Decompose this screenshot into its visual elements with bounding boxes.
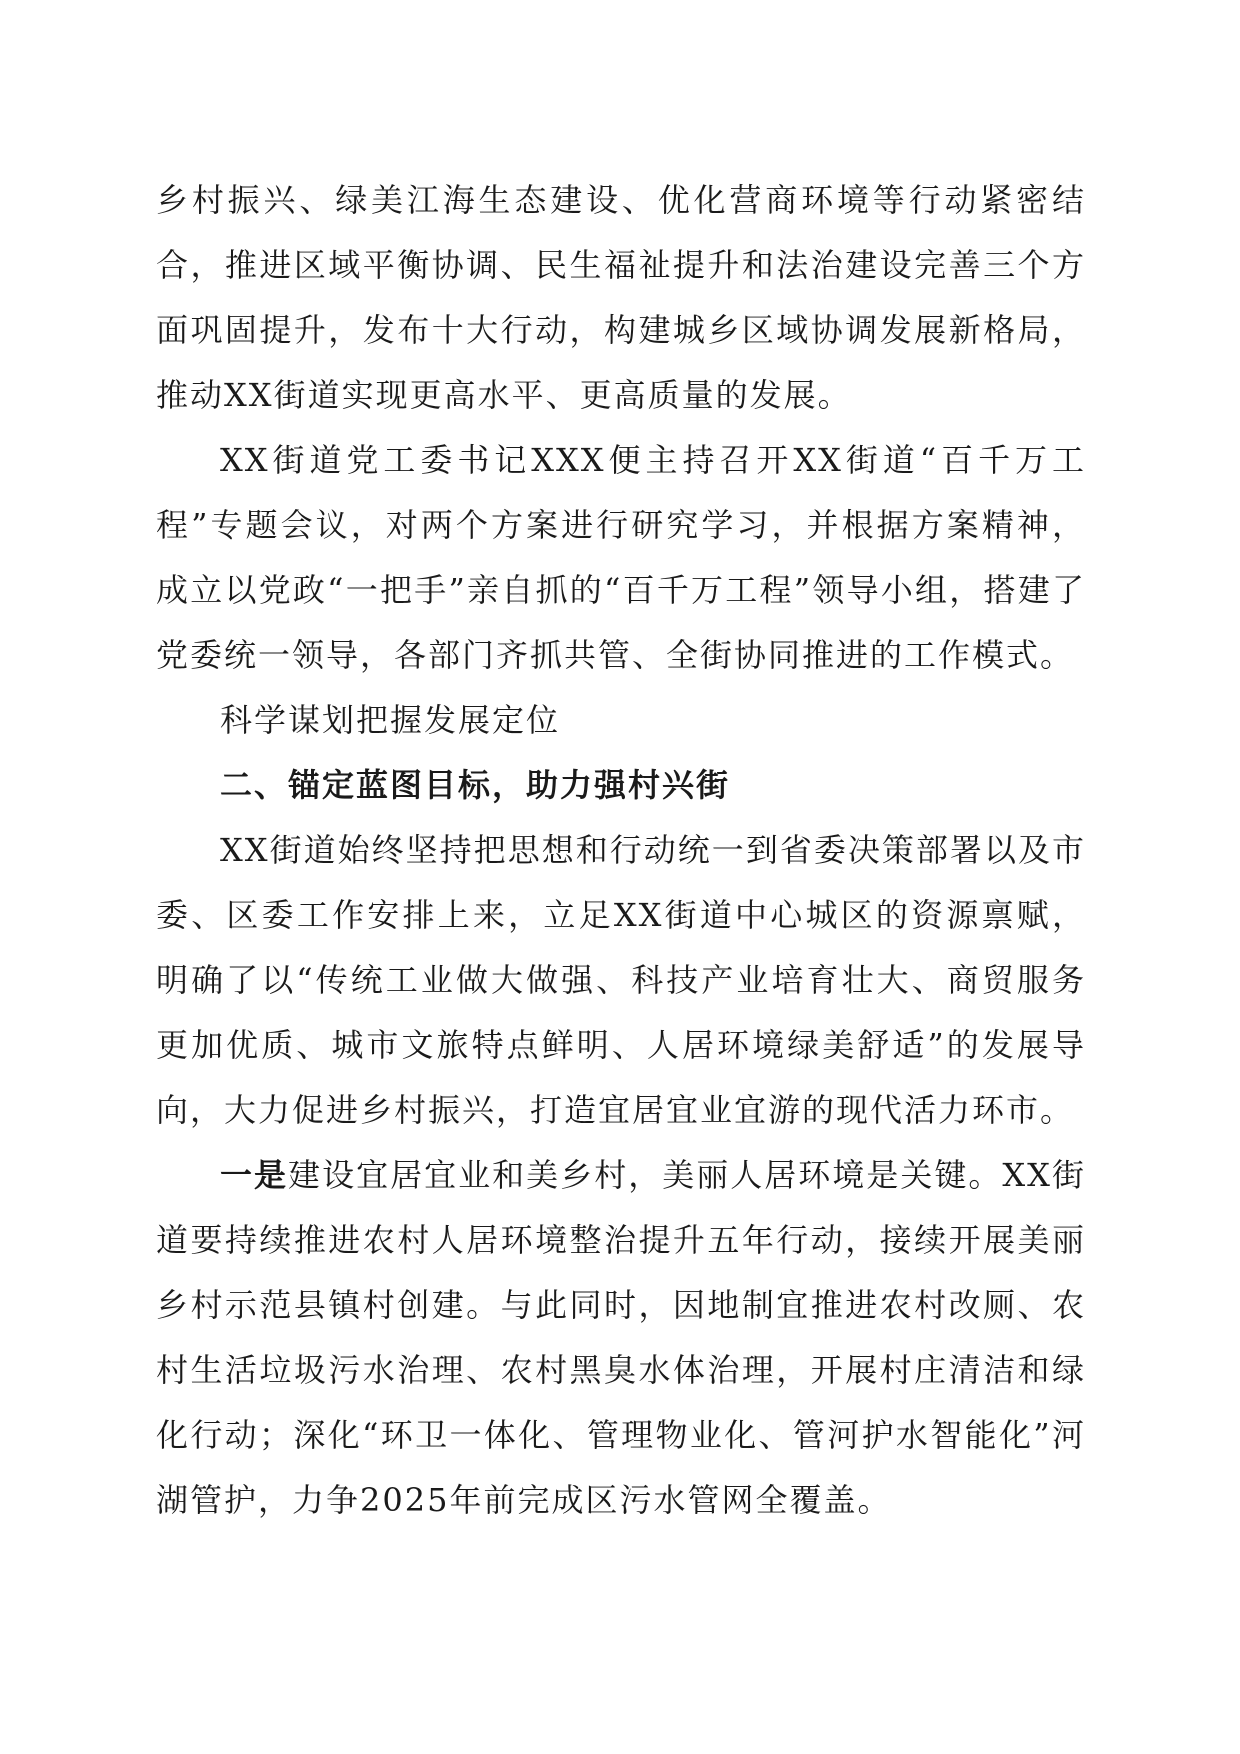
- paragraph-intro-continuation: 乡村振兴、绿美江海生态建设、优化营商环境等行动紧密结合，推进区域平衡协调、民生福祉提升和法治建设完善三个方面巩固提升，发布十大行动，构建城乡区域协调发展新格局，推动XX街道实现更高水平、更高质量的发展。: [156, 181, 1086, 414]
- document-body: [156, 168, 1086, 1533]
- paragraph-leading-group: XX街道党工委书记XXX便主持召开XX街道“百千万工程”专题会议，对两个方案进行研究学习，并根据方案精神，成立以党政“一把手”亲自抓的“百千万工程”领导小组，搭建了党委统一领导，各部门齐抓共管、全街协同推进的工作模式。: [156, 441, 1086, 674]
- point-one-text: 建设宜居宜业和美乡村，美丽人居环境是关键。XX街道要持续推进农村人居环境整治提升五年行动，接续开展美丽乡村示范县镇村创建。与此同时，因地制宜推进农村改厕、农村生活垃圾污水治理、农村黑臭水体治理，开展村庄清洁和绿化行动；深化“环卫一体化、管理物业化、管河护水智能化”河湖管护，力争2025年前完成区污水管网全覆盖。: [156, 1156, 1086, 1519]
- section-heading: 二、锚定蓝图目标，助力强村兴街: [220, 766, 731, 804]
- point-lead: 一是: [220, 1156, 289, 1194]
- section-subtitle: 科学谋划把握发展定位: [220, 701, 561, 739]
- paragraph-blueprint: XX街道始终坚持把思想和行动统一到省委决策部署以及市委、区委工作安排上来，立足XX街道中心城区的资源禀赋，明确了以“传统工业做大做强、科技产业培育壮大、商贸服务更加优质、城市文旅特点鲜明、人居环境绿美舒适”的发展导向，大力促进乡村振兴，打造宜居宜业宜游的现代活力环市。: [156, 831, 1086, 1129]
- paragraph-point-one: [156, 1143, 1086, 1533]
